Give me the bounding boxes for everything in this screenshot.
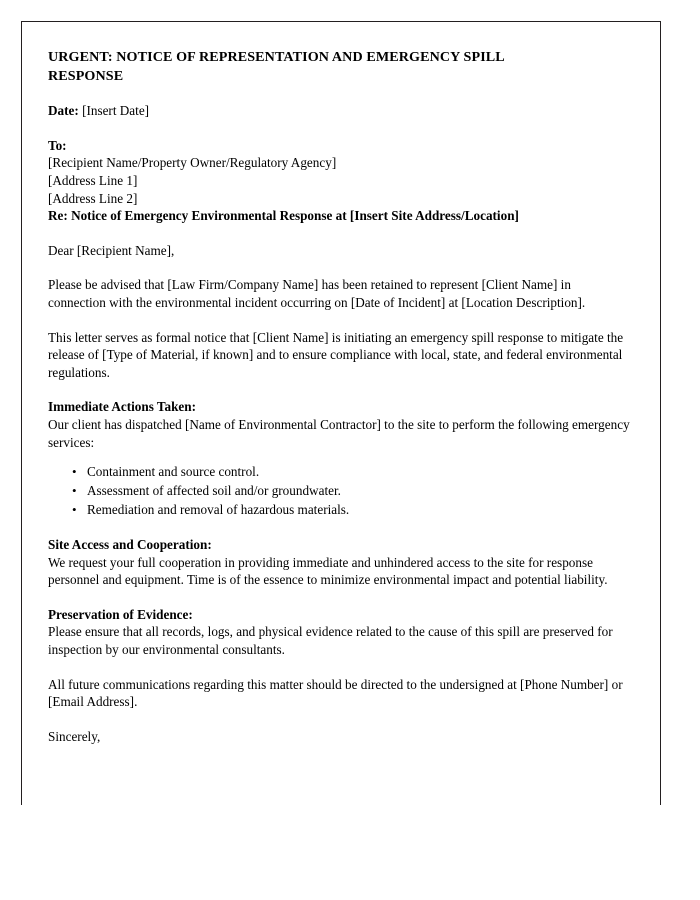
salutation: Dear [Recipient Name],: [48, 242, 175, 258]
address-line-2: [Address Line 2]: [48, 190, 138, 206]
bullet-icon: •: [72, 464, 77, 480]
paragraph-communications: All future communications regarding this matter should be directed to the undersigned at [Phone Number] or [Email Address].: [48, 676, 623, 710]
preservation-body: Please ensure that all records, logs, and physical evidence related to the cause of this spill are preserved for inspection by our environmental consultants.: [48, 624, 613, 658]
list-item-label: Remediation and removal of hazardous materials.: [87, 502, 350, 518]
list-item: [72, 481, 632, 500]
immediate-actions-body: Our client has dispatched [Name of Environmental Contractor] to the site to perform the following emergency services:: [48, 416, 630, 450]
section-site-access: [48, 536, 632, 589]
list-item-label: Containment and source control.: [87, 464, 260, 480]
bullet-icon: •: [72, 483, 77, 499]
list-item: [72, 500, 632, 519]
paragraph-retention: Please be advised that [Law Firm/Company Name] has been retained to represent [Client Name] in connection with the environmental incident occurring on [Date of Incident] at [Location Description].: [48, 277, 586, 310]
site-access-heading: Site Access and Cooperation:: [48, 537, 212, 553]
list-item: [72, 462, 632, 481]
list-item-label: Assessment of affected soil and/or groundwater.: [87, 483, 341, 499]
date-label: Date:: [48, 103, 79, 119]
emergency-services-list: [48, 462, 632, 519]
immediate-actions-heading: Immediate Actions Taken:: [48, 399, 197, 415]
recipient-block: [48, 137, 632, 207]
section-preservation-of-evidence: [48, 606, 632, 659]
document-body: [48, 48, 632, 745]
document-title-line-1: URGENT: NOTICE OF REPRESENTATION AND EMERGENCY SPILL: [48, 49, 505, 65]
address-line-1: [Address Line 1]: [48, 172, 138, 188]
section-immediate-actions: [48, 398, 632, 519]
document-title: [48, 48, 632, 85]
to-label: To:: [48, 137, 67, 153]
paragraph-formal-notice: This letter serves as formal notice that [Client Name] is initiating an emergency spill response to mitigate the release of [Type of Material, if known] and to ensure compliance with local, state, and federal environmental regulations.: [48, 329, 624, 380]
closing-line: Sincerely,: [48, 728, 101, 744]
document-page: [21, 21, 661, 805]
date-value: [Insert Date]: [82, 103, 150, 119]
date-line: [48, 102, 632, 120]
recipient-name: [Recipient Name/Property Owner/Regulatory Agency]: [48, 155, 337, 171]
bullet-icon: •: [72, 502, 77, 518]
document-title-line-2: RESPONSE: [48, 67, 124, 84]
site-access-body: We request your full cooperation in providing immediate and unhindered access to the site for response personnel and equipment. Time is of the essence to minimize environmental impact and potential liability.: [48, 554, 608, 588]
preservation-heading: Preservation of Evidence:: [48, 606, 193, 622]
subject-line: Re: Notice of Emergency Environmental Response at [Insert Site Address/Location]: [48, 208, 519, 224]
